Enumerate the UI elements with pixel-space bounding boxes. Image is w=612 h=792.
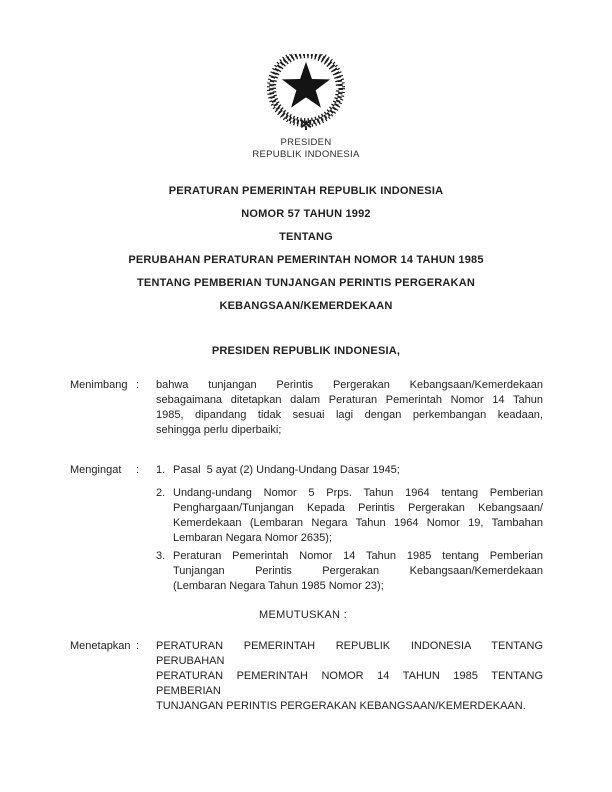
enacting-line: PERATURAN PEMERINTAH NOMOR 14 TAHUN 1985 TENTANG PEMBERIAN [156,670,547,697]
letterhead-agency-line1: PRESIDEN [280,137,332,148]
recalling-item-line: Tunjangan Perintis Pergerakan Kebangsaan/Kemerdekaan [173,565,543,577]
considering-label: Menimbang [70,379,128,391]
considering-colon: : [136,379,140,391]
item-number: 1. [156,464,166,476]
considering-line: sebagaimana ditetapkan dalam Peraturan Pemerintah Nomor 14 Tahun [156,394,543,406]
enacting-clause [70,639,547,714]
decision-heading: MEMUTUSKAN : [259,609,347,621]
recalling-item-line: Penghargaan/Tunjangan Kepada Perintis Pergerakan Kebangsaan/ [173,502,543,514]
regulation-title [0,180,612,318]
considering-line: sehingga perlu diperbaiki; [156,424,282,436]
recalling-item-line: Undang-undang Nomor 5 Prps. Tahun 1964 tentang Pemberian [173,487,543,499]
recalling-label: Mengingat [70,464,122,476]
title-subject-line: PERUBAHAN PERATURAN PEMERINTAH NOMOR 14 TAHUN 1985 [128,254,484,266]
title-line: PERATURAN PEMERINTAH REPUBLIK INDONESIA [168,185,444,197]
considering-body [156,378,543,438]
enacting-body [156,639,547,714]
item-number: 3. [156,550,166,562]
salutation-heading: PRESIDEN REPUBLIK INDONESIA, [211,345,401,357]
star-icon [282,62,330,108]
letterhead [0,137,612,161]
considering-line: 1985, dipandang tidak sesuai lagi dengan perkembangan keadaan, [156,409,543,421]
recalling-item-line: Pasal 5 ayat (2) Undang-Undang Dasar 1945; [173,464,400,476]
considering-clause [70,378,543,438]
item-number: 2. [156,487,166,499]
recalling-body [156,463,543,594]
enacting-colon: : [136,640,140,652]
recalling-item-line: Kemerdekaan (Lembaran Negara Tahun 1964 Nomor 19, Tambahan [173,517,543,529]
enacting-line: TUNJANGAN PERINTIS PERGERAKAN KEBANGSAAN/KEMERDEKAAN. [156,700,526,712]
enacting-label: Menetapkan [70,640,131,652]
presidential-emblem [263,54,349,134]
title-tentang-line: TENTANG [279,231,333,243]
recalling-item-3 [156,549,543,594]
recalling-clause [70,463,543,594]
recalling-item-line: (Lembaran Negara Tahun 1985 Nomor 23); [173,580,384,592]
recalling-item-2 [156,486,543,546]
recalling-item-line: Lembaran Negara Nomor 2635); [173,532,332,544]
letterhead-agency-line2: REPUBLIK INDONESIA [252,149,360,160]
considering-line: bahwa tunjangan Perintis Pergerakan Kebangsaan/Kemerdekaan [156,379,543,391]
title-number-line: NOMOR 57 TAHUN 1992 [241,208,371,220]
recalling-item-1 [156,463,543,478]
recalling-colon: : [136,464,140,476]
title-subject-line: KEBANGSAAN/KEMERDEKAAN [219,300,393,312]
enacting-line: PERATURAN PEMERINTAH REPUBLIK INDONESIA TENTANG PERUBAHAN [156,640,547,667]
recalling-item-line: Peraturan Pemerintah Nomor 14 Tahun 1985 tentang Pemberian [173,550,543,562]
title-subject-line: TENTANG PEMBERIAN TUNJANGAN PERINTIS PERGERAKAN [137,277,475,289]
